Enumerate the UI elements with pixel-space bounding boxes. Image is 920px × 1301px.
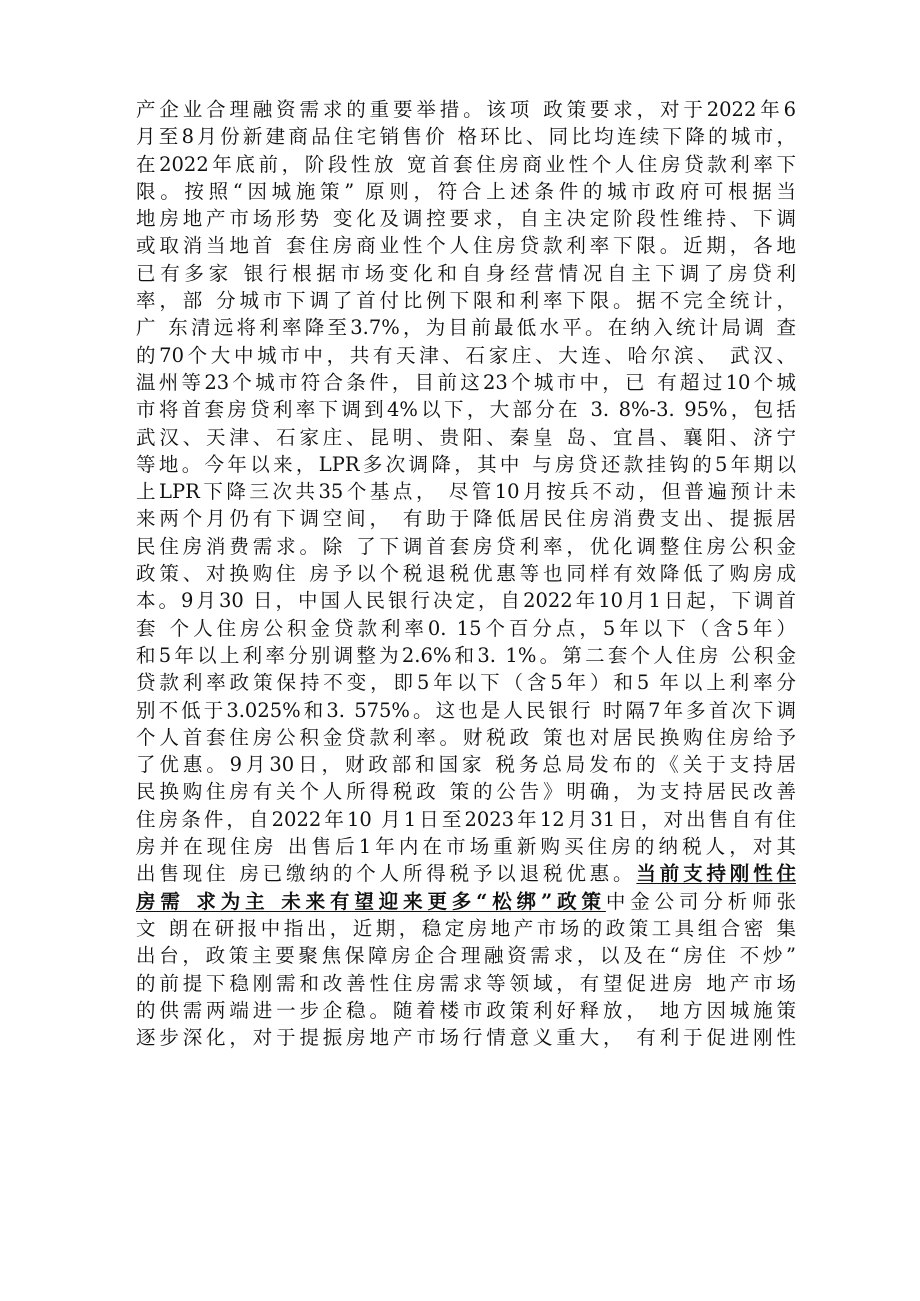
- text-line-with-heading: [136, 860, 796, 887]
- text-line: 限。按照“因城施策” 原则，符合上述条件的城市政府可根据当: [136, 179, 796, 203]
- text-line: 个人首套住房公积金贷款利率。财税政 策也对居民换购住房给予: [136, 725, 796, 749]
- text-line: 地房地产市场形势 变化及调控要求，自主决定阶段性维持、下调: [136, 207, 796, 231]
- text-line: 在2022年底前，阶段性放 宽首套住房商业性个人住房贷款利率下: [136, 152, 796, 176]
- text-line: 的前提下稳刚需和改善性住房需求等领域，有望促进房 地产市场: [136, 971, 796, 995]
- text-line: 来两个月仍有下调空间， 有助于降低居民住房消费支出、提振居: [136, 507, 796, 531]
- text-run: 中金公司分析师张: [605, 889, 796, 913]
- text-line: 上LPR下降三次共35个基点， 尽管10月按兵不动，但普遍预计未: [136, 480, 796, 504]
- text-line: 温州等23个城市符合条件，目前这23个城市中，已 有超过10个城: [136, 370, 796, 394]
- text-line: 市将首套房贷利率下调到4%以下，大部分在 3. 8%-3. 95%，包括: [136, 398, 796, 422]
- text-line: 贷款利率政策保持不变，即5年以下（含5年）和5 年以上利率分: [136, 671, 796, 695]
- text-line: 产企业合理融资需求的重要举措。该项 政策要求，对于2022年6: [136, 98, 796, 121]
- text-line: 月至8月份新建商品住宅销售价 格环比、同比均连续下降的城市，: [136, 125, 796, 149]
- text-line: 套 个人住房公积金贷款利率0. 15个百分点，5年以下（含5年）: [136, 616, 796, 640]
- text-line: 或取消当地首 套住房商业性个人住房贷款利率下限。近期，各地: [136, 234, 796, 258]
- text-line: 率，部 分城市下调了首付比例下限和利率下限。据不完全统计，: [136, 289, 796, 313]
- text-line: 广 东清远将利率降至3.7%，为目前最低水平。在纳入统计局调 查: [136, 316, 796, 340]
- text-line: 的供需两端进一步企稳。随着楼市政策利好释放， 地方因城施策: [136, 998, 796, 1022]
- text-line: 文 朗在研报中指出，近期，稳定房地产市场的政策工具组合密 集: [136, 916, 796, 940]
- section-heading-start: 当前支持刚性住: [636, 862, 796, 886]
- text-line: 出台，政策主要聚焦保障房企合理融资需求，以及在“房住 不炒”: [136, 944, 796, 968]
- section-heading-end: 房需 求为主 未来有望迎来更多“松绑”政策: [136, 889, 606, 913]
- text-line: 了优惠。9月30日，财政部和国家 税务总局发布的《关于支持居: [136, 753, 796, 777]
- text-line: 逐步深化，对于提振房地产市场行情意义重大， 有利于促进刚性: [136, 1026, 796, 1050]
- article-body: [136, 96, 796, 1051]
- text-line: 房并在现住房 出售后1年内在市场重新购买住房的纳税人，对其: [136, 835, 796, 859]
- text-line: 别不低于3.025%和3. 575%。这也是人民银行 时隔7年多首次下调: [136, 698, 796, 722]
- text-line: 和5年以上利率分别调整为2.6%和3. 1%。第二套个人住房 公积金: [136, 643, 796, 667]
- text-line: 民住房消费需求。除 了下调首套房贷利率，优化调整住房公积金: [136, 534, 796, 558]
- text-line: 的70个大中城市中，共有天津、石家庄、大连、哈尔滨、 武汉、: [136, 343, 796, 367]
- text-line: 民换购住房有关个人所得税政 策的公告》明确，为支持居民改善: [136, 780, 796, 804]
- text-line: 已有多家 银行根据市场变化和自身经营情况自主下调了房贷利: [136, 261, 796, 285]
- text-line: 政策、对换购住 房予以个税退税优惠等也同样有效降低了购房成: [136, 562, 796, 586]
- text-line: 本。9月30 日，中国人民银行决定，自2022年10月1日起，下调首: [136, 589, 796, 613]
- text-run: 出售现住 房已缴纳的个人所得税予以退税优惠。: [136, 862, 637, 886]
- text-line: 武汉、天津、石家庄、昆明、贵阳、秦皇 岛、宜昌、襄阳、济宁: [136, 425, 796, 449]
- text-line: 等地。今年以来，LPR多次调降，其中 与房贷还款挂钩的5年期以: [136, 452, 796, 476]
- text-line: 住房条件，自2022年10 月1日至2023年12月31日，对出售自有住: [136, 807, 796, 831]
- text-line-with-heading: [136, 888, 796, 915]
